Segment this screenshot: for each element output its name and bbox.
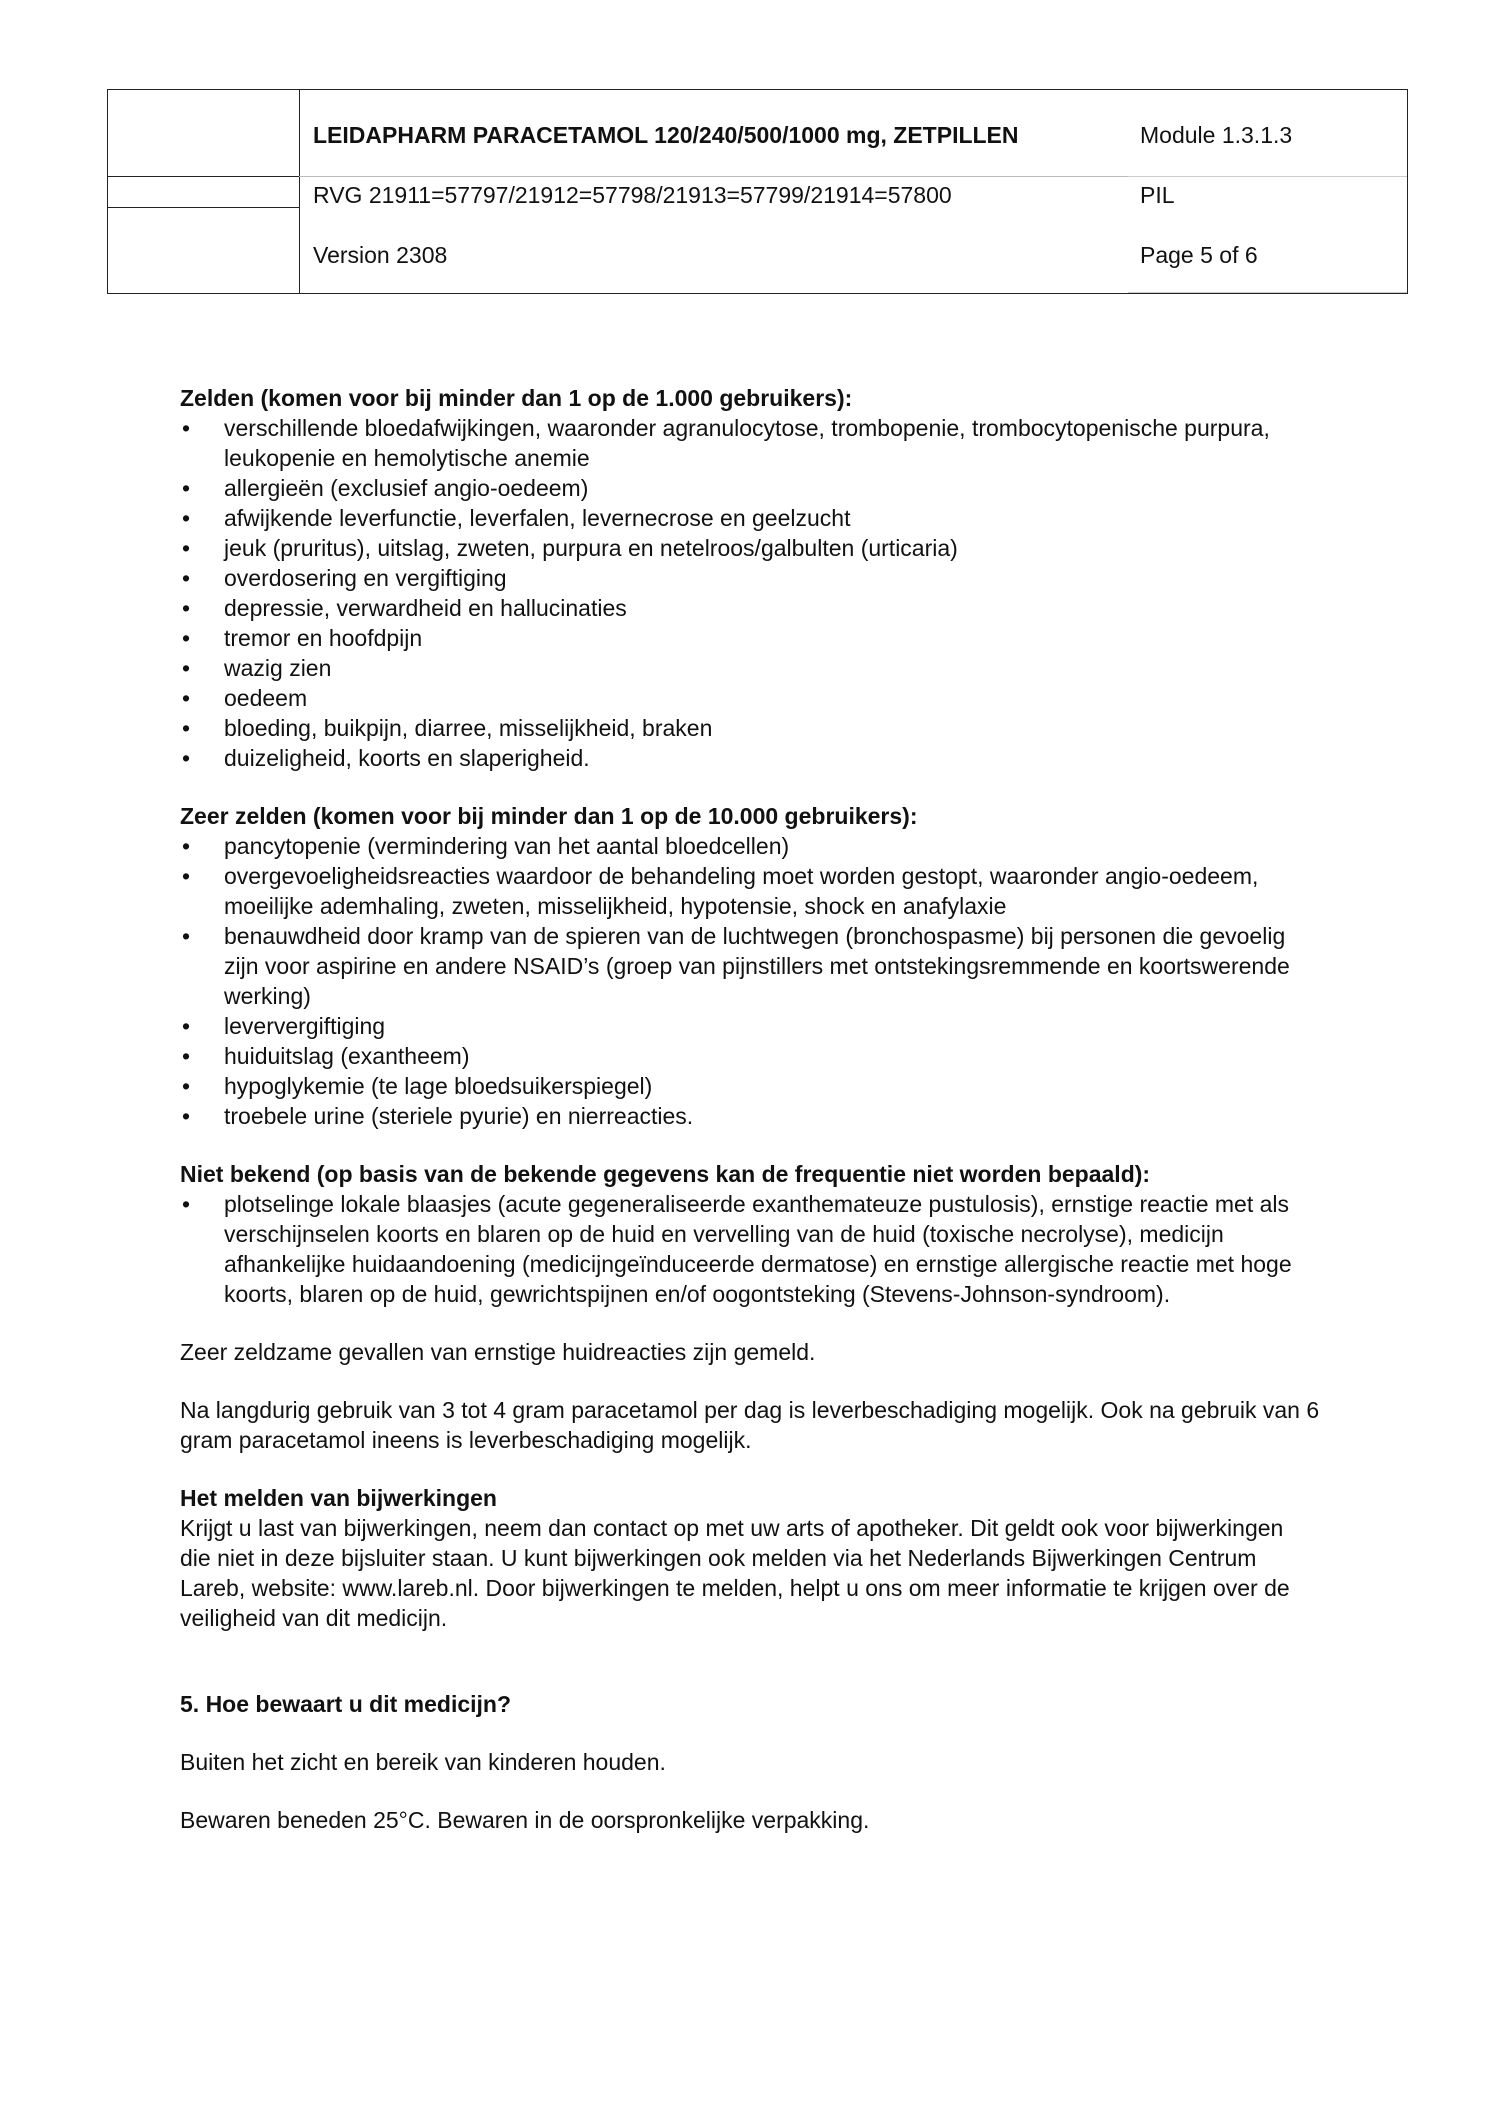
list-item: • wazig zien	[180, 653, 1320, 683]
paragraph-kinderen: Buiten het zicht en bereik van kinderen houden.	[180, 1749, 666, 1775]
document-header	[107, 89, 1408, 294]
list-item: • verschillende bloedafwijkingen, waaronder agranulocytose, trombopenie, trombocytopenische purpura, leukopenie en hemolytische anemie	[180, 413, 1320, 473]
section-heading-melden: Het melden van bijwerkingen	[180, 1485, 497, 1511]
module-number: Module 1.3.1.3	[1140, 122, 1293, 148]
list-item: • huiduitslag (exantheem)	[180, 1041, 1320, 1071]
paragraph-bewaren: Bewaren beneden 25°C. Bewaren in de oorspronkelijke verpakking.	[180, 1807, 870, 1833]
rvg-number: RVG 21911=57797/21912=57798/21913=57799/21914=57800	[313, 182, 952, 208]
list-item: • benauwdheid door kramp van de spieren van de luchtwegen (bronchospasme) bij personen die gevoelig zijn voor aspirine en andere NSAID’s (groep van pijnstillers met ontstekingsremmende en koortswerende werking)	[180, 921, 1320, 1011]
pil-label: PIL	[1140, 182, 1175, 208]
document-body	[180, 383, 1320, 1835]
list-item: • afwijkende leverfunctie, leverfalen, levernecrose en geelzucht	[180, 503, 1320, 533]
list-item: • depressie, verwardheid en hallucinaties	[180, 593, 1320, 623]
header-rule	[1128, 292, 1407, 293]
list-item: • duizeligheid, koorts en slaperigheid.	[180, 743, 1320, 773]
section-heading-5: 5. Hoe bewaart u dit medicijn?	[180, 1691, 512, 1717]
list-item: • hypoglykemie (te lage bloedsuikerspiegel)	[180, 1071, 1320, 1101]
list-item: • oedeem	[180, 683, 1320, 713]
header-rule	[299, 176, 1128, 177]
list-item: • bloeding, buikpijn, diarree, misselijkheid, braken	[180, 713, 1320, 743]
version-label: Version 2308	[313, 242, 448, 268]
list-item: • leververgiftiging	[180, 1011, 1320, 1041]
header-rule	[1128, 176, 1407, 177]
section-heading-zelden: Zelden (komen voor bij minder dan 1 op de 1.000 gebruikers):	[180, 385, 853, 411]
list-zeer-zelden	[180, 831, 1320, 1131]
document-title: LEIDAPHARM PARACETAMOL 120/240/500/1000 mg, ZETPILLEN	[313, 122, 1019, 148]
list-item: • overdosering en vergiftiging	[180, 563, 1320, 593]
list-item: • plotselinge lokale blaasjes (acute gegeneraliseerde exanthemateuze pustulosis), ernstige reactie met als verschijnselen koorts en blaren op de huid en vervelling van de huid (toxische necrolyse), medicijn afhankelijke huidaandoening (medicijngeïnduceerde dermatose) en ernstige allergische reactie met hoge koorts, blaren op de huid, gewrichtspijnen en/of oogontsteking (Stevens-Johnson-syndroom).	[180, 1189, 1320, 1309]
section-heading-zeer-zelden: Zeer zelden (komen voor bij minder dan 1 op de 10.000 gebruikers):	[180, 803, 918, 829]
list-item: • jeuk (pruritus), uitslag, zweten, purpura en netelroos/galbulten (urticaria)	[180, 533, 1320, 563]
list-item: • troebele urine (steriele pyurie) en nierreacties.	[180, 1101, 1320, 1131]
list-item: • allergieën (exclusief angio-oedeem)	[180, 473, 1320, 503]
list-item: • tremor en hoofdpijn	[180, 623, 1320, 653]
paragraph-melden: Krijgt u last van bijwerkingen, neem dan contact op met uw arts of apotheker. Dit geldt ook voor bijwerkingen die niet in deze bijsluiter staan. U kunt bijwerkingen ook melden via het Nederlands Bijwerkingen Centrum Lareb, website: www.lareb.nl. Door bijwerkingen te melden, helpt u ons om meer informatie te krijgen over de veiligheid van dit medicijn.	[180, 1515, 1290, 1631]
list-item: • overgevoeligheidsreacties waardoor de behandeling moet worden gestopt, waaronder angio-oedeem, moeilijke ademhaling, zweten, misselijkheid, hypotensie, shock en anafylaxie	[180, 861, 1320, 921]
list-item: • pancytopenie (vermindering van het aantal bloedcellen)	[180, 831, 1320, 861]
paragraph-huidreacties: Zeer zeldzame gevallen van ernstige huidreacties zijn gemeld.	[180, 1339, 816, 1365]
header-divider	[299, 90, 300, 293]
list-niet-bekend	[180, 1189, 1320, 1309]
page-number: Page 5 of 6	[1140, 242, 1258, 268]
header-rule	[108, 207, 299, 208]
section-heading-niet-bekend: Niet bekend (op basis van de bekende gegevens kan de frequentie niet worden bepaald):	[180, 1161, 1151, 1187]
header-rule	[108, 176, 299, 177]
list-zelden	[180, 413, 1320, 773]
paragraph-leverbeschadiging: Na langdurig gebruik van 3 tot 4 gram paracetamol per dag is leverbeschadiging mogelijk. Ook na gebruik van 6 gram paracetamol ineens is leverbeschadiging mogelijk.	[180, 1397, 1320, 1453]
